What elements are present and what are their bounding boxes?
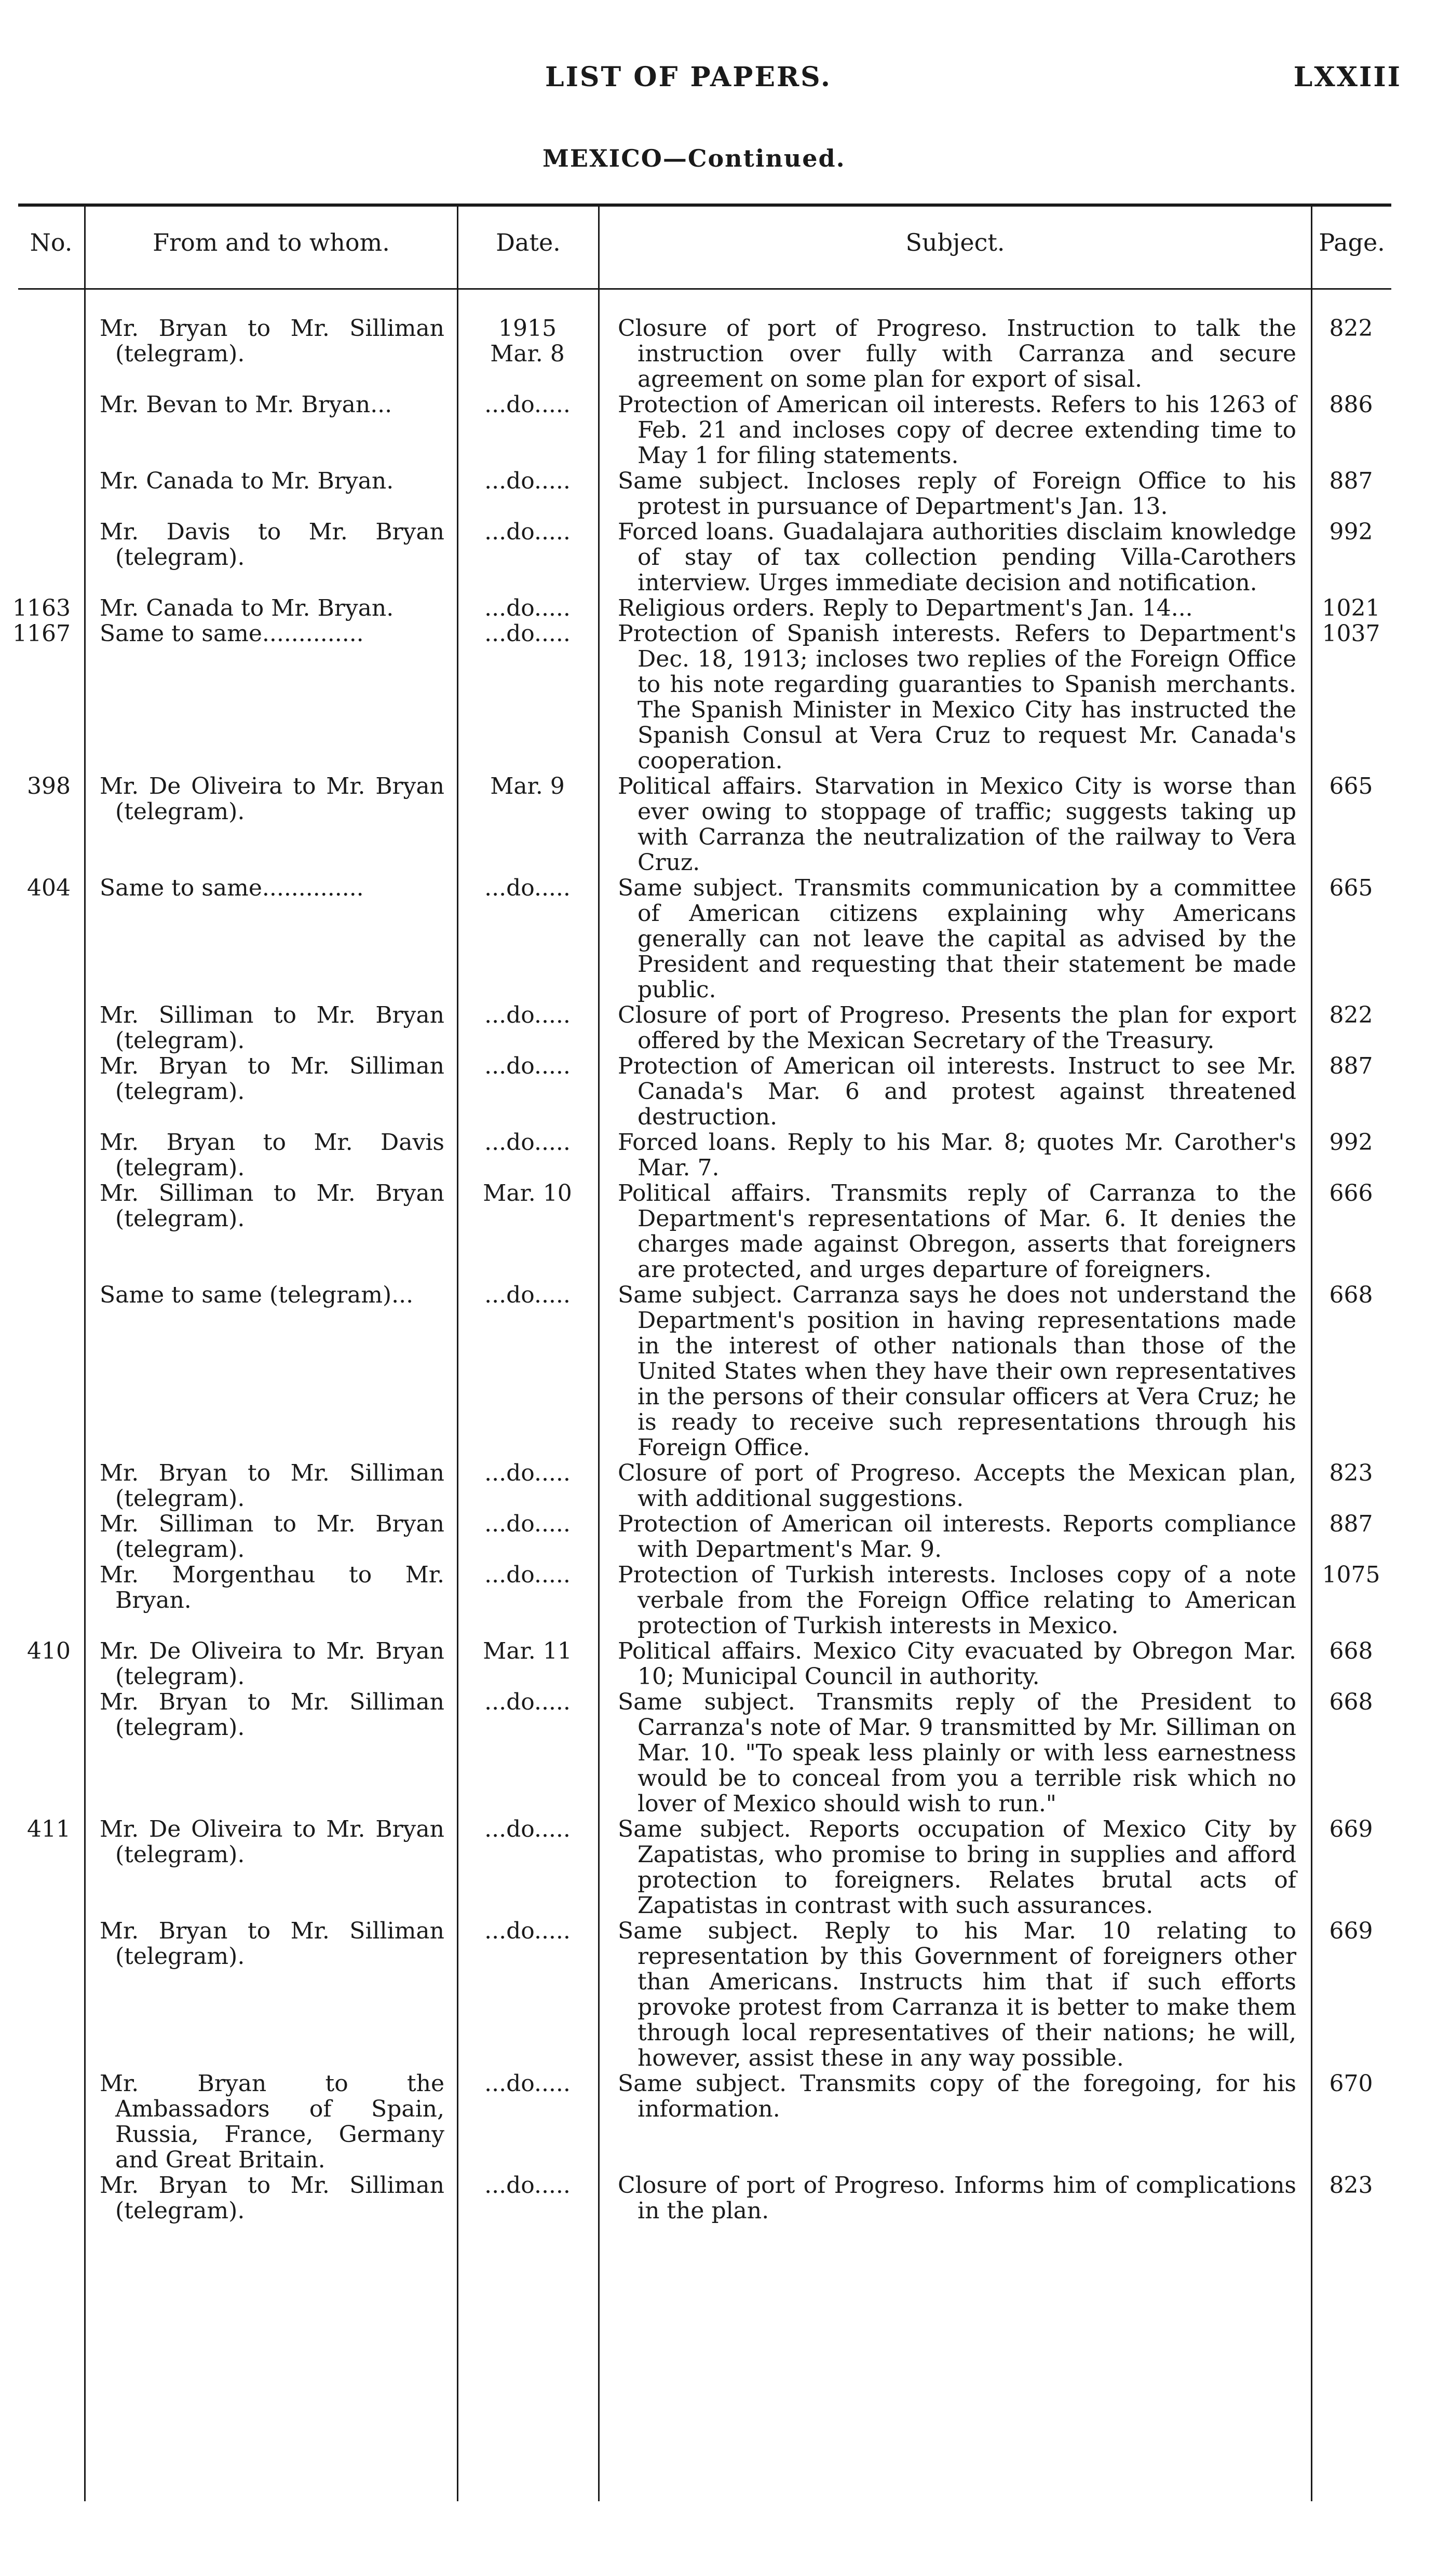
paper-subject: Closure of port of Progreso. Instruction to talk the instruction over fully with Carranza and secure agreement on some plan for export of sisal. — [618, 315, 1296, 392]
page-reference: 668 — [1329, 1638, 1373, 1664]
paper-date — [457, 1130, 598, 1181]
paper-date-value: Mar. 9 — [490, 773, 565, 799]
paper-date — [457, 1816, 598, 1918]
running-title: LIST OF PAPERS. — [545, 61, 832, 93]
paper-number — [0, 1689, 84, 1816]
paper-date-value: ...do..... — [484, 595, 571, 621]
paper-date-value: ...do..... — [484, 519, 571, 545]
page-reference: 822 — [1329, 1002, 1373, 1028]
from-and-to-whom: Mr. Bevan to Mr. Bryan... — [100, 391, 392, 418]
paper-date — [457, 1511, 598, 1562]
column-header-no: No. — [30, 228, 73, 256]
table-row — [0, 1816, 1451, 1918]
paper-date-value: ...do..... — [484, 468, 571, 494]
from-and-to-whom: Mr. Bryan to the Ambassadors of Spain, Russia, France, Germany and Great Britain. — [100, 2070, 444, 2173]
paper-date-value: ...do..... — [484, 2172, 571, 2199]
paper-number: 411 — [27, 1816, 71, 1842]
page-number: LXXIII — [1293, 61, 1402, 93]
column-header-page: Page. — [1319, 228, 1385, 256]
from-and-to-whom: Mr. Bryan to Mr. Silliman (telegram). — [100, 2172, 444, 2224]
table-row — [0, 392, 1451, 468]
paper-number — [0, 468, 84, 519]
paper-date-value: Mar. 8 — [490, 341, 565, 367]
page-reference: 992 — [1329, 1129, 1373, 1156]
paper-number: 1163 — [12, 595, 71, 621]
table-row — [0, 1181, 1451, 1282]
paper-date — [457, 875, 598, 1002]
paper-date-value: ...do..... — [484, 1002, 571, 1028]
paper-number: 398 — [27, 773, 71, 799]
paper-date — [457, 468, 598, 519]
paper-number — [0, 1511, 84, 1562]
table-row — [0, 1918, 1451, 2071]
papers-table-body — [0, 316, 1451, 2224]
page-reference: 668 — [1329, 1282, 1373, 1308]
table-row — [0, 1511, 1451, 1562]
page-reference: 887 — [1329, 1053, 1373, 1079]
column-header-date: Date. — [496, 228, 561, 256]
table-row — [0, 621, 1451, 774]
page-reference: 823 — [1329, 2172, 1373, 2199]
from-and-to-whom: Same to same (telegram)... — [100, 1282, 414, 1308]
paper-date — [457, 1460, 598, 1511]
page-reference: 1021 — [1322, 595, 1380, 621]
paper-number — [0, 2173, 84, 2224]
from-and-to-whom: Mr. De Oliveira to Mr. Bryan (telegram). — [100, 1816, 444, 1868]
paper-subject: Same subject. Incloses reply of Foreign Office to his protest in pursuance of Department's Jan. 13. — [618, 468, 1296, 520]
paper-date — [457, 1181, 598, 1282]
paper-number — [0, 1460, 84, 1511]
paper-date-value: ...do..... — [484, 1282, 571, 1308]
page-reference: 670 — [1329, 2070, 1373, 2097]
page-reference: 666 — [1329, 1180, 1373, 1206]
column-header-subject: Subject. — [905, 228, 1005, 256]
paper-date-value: ...do..... — [484, 620, 571, 647]
paper-subject: Protection of Turkish interests. Incloses copy of a note verbale from the Foreign Office relating to American protection of Turkish interests in Mexico. — [618, 1562, 1296, 1639]
paper-date-value: ...do..... — [484, 1918, 571, 1944]
paper-date-value: Mar. 11 — [483, 1638, 572, 1664]
table-row — [0, 1689, 1451, 1816]
page-reference: 668 — [1329, 1689, 1373, 1715]
table-row — [0, 595, 1451, 621]
paper-date — [457, 519, 598, 595]
paper-number — [0, 1053, 84, 1130]
table-row — [0, 1638, 1451, 1689]
paper-date — [457, 1562, 598, 1638]
table-row — [0, 875, 1451, 1002]
from-and-to-whom: Mr. Davis to Mr. Bryan (telegram). — [100, 519, 444, 571]
page-reference: 665 — [1329, 875, 1373, 901]
page-reference: 669 — [1329, 1918, 1373, 1944]
paper-date — [457, 1689, 598, 1816]
paper-date-value: ...do..... — [484, 1816, 571, 1842]
paper-subject: Protection of American oil interests. Instruct to see Mr. Canada's Mar. 6 and protest against threatened destruction. — [618, 1053, 1296, 1130]
paper-subject: Political affairs. Starvation in Mexico City is worse than ever owing to stoppage of traffic; suggests taking up with Carranza the neutralization of the railway to Vera Cruz. — [618, 773, 1296, 876]
table-row — [0, 1130, 1451, 1181]
table-header-rule — [18, 288, 1391, 290]
from-and-to-whom: Same to same.............. — [100, 875, 364, 901]
paper-date — [457, 1918, 598, 2071]
paper-date-value: ...do..... — [484, 1129, 571, 1156]
page-reference: 665 — [1329, 773, 1373, 799]
paper-subject: Closure of port of Progreso. Informs him of complications in the plan. — [618, 2172, 1296, 2224]
paper-number — [0, 1282, 84, 1460]
page-reference: 1075 — [1322, 1562, 1380, 1588]
from-and-to-whom: Mr. Silliman to Mr. Bryan (telegram). — [100, 1002, 444, 1054]
from-and-to-whom: Mr. Bryan to Mr. Silliman (telegram). — [100, 1053, 444, 1105]
table-row — [0, 1460, 1451, 1511]
paper-date — [457, 621, 598, 774]
paper-date — [457, 774, 598, 875]
page-reference: 1037 — [1322, 620, 1380, 647]
from-and-to-whom: Same to same.............. — [100, 620, 364, 647]
paper-number — [0, 1562, 84, 1638]
paper-subject: Same subject. Reply to his Mar. 10 relating to representation by this Government of foreigners other than Americans. Instructs him that if such efforts provoke protest from Carranza it is better to make them through local representatives of their nations; he will, however, assist these in any way possible. — [618, 1918, 1296, 2071]
paper-date-value: ...do..... — [484, 2070, 571, 2097]
from-and-to-whom: Mr. Bryan to Mr. Davis (telegram). — [100, 1129, 444, 1181]
table-row — [0, 1002, 1451, 1053]
paper-date — [457, 392, 598, 468]
paper-subject: Same subject. Transmits reply of the President to Carranza's note of Mar. 9 transmitted by Mr. Silliman on Mar. 10. "To speak less plainly or with less earnestness would be to conceal from you a terrible risk which no lover of Mexico should wish to run." — [618, 1689, 1296, 1817]
paper-number — [0, 519, 84, 595]
table-row — [0, 774, 1451, 875]
paper-subject: Same subject. Carranza says he does not understand the Department's position in having representations made in the interest of other nationals than those of the United States when they have their own representatives in the persons of their consular officers at Vera Cruz; he is ready to receive such representations through his Foreign Office. — [618, 1282, 1296, 1461]
page-reference: 886 — [1329, 391, 1373, 418]
paper-subject: Same subject. Reports occupation of Mexico City by Zapatistas, who promise to bring in supplies and afford protection to foreigners. Relates brutal acts of Zapatistas in contrast with such assurances. — [618, 1816, 1296, 1919]
paper-number — [0, 1918, 84, 2071]
page-reference: 887 — [1329, 468, 1373, 494]
paper-subject: Same subject. Transmits communication by a committee of American citizens explaining why Americans generally can not leave the capital as advised by the President and requesting that their statement be made public. — [618, 875, 1296, 1003]
table-top-rule — [18, 204, 1391, 207]
paper-date-value: ...do..... — [484, 1460, 571, 1486]
table-row — [0, 316, 1451, 392]
table-row — [0, 2173, 1451, 2224]
from-and-to-whom: Mr. De Oliveira to Mr. Bryan (telegram). — [100, 1638, 444, 1690]
from-and-to-whom: Mr. Canada to Mr. Bryan. — [100, 595, 394, 621]
paper-subject: Religious orders. Reply to Department's Jan. 14... — [618, 595, 1193, 621]
paper-subject: Forced loans. Guadalajara authorities disclaim knowledge of stay of tax collection pending Villa-Carothers interview. Urges immediate decision and notification. — [618, 519, 1296, 596]
paper-date — [457, 316, 598, 392]
paper-subject: Protection of American oil interests. Refers to his 1263 of Feb. 21 and incloses copy of decree extending time to May 1 for filing statements. — [618, 391, 1296, 469]
page-reference: 887 — [1329, 1511, 1373, 1537]
paper-date-value: ...do..... — [484, 1511, 571, 1537]
from-and-to-whom: Mr. Canada to Mr. Bryan. — [100, 468, 394, 494]
paper-number — [0, 316, 84, 392]
paper-date-value: ...do..... — [484, 391, 571, 418]
paper-date — [457, 595, 598, 621]
paper-subject: Forced loans. Reply to his Mar. 8; quotes Mr. Carother's Mar. 7. — [618, 1129, 1296, 1181]
table-row — [0, 1282, 1451, 1460]
paper-subject: Political affairs. Transmits reply of Carranza to the Department's representations of Mar. 6. It denies the charges made against Obregon, asserts that foreigners are protected, and urges departure of foreigners. — [618, 1180, 1296, 1283]
from-and-to-whom: Mr. Silliman to Mr. Bryan (telegram). — [100, 1180, 444, 1232]
from-and-to-whom: Mr. Bryan to Mr. Silliman (telegram). — [100, 1689, 444, 1741]
from-and-to-whom: Mr. Bryan to Mr. Silliman (telegram). — [100, 1460, 444, 1512]
paper-date — [457, 2071, 598, 2173]
paper-date-value: Mar. 10 — [483, 1180, 572, 1206]
paper-date — [457, 2173, 598, 2224]
page-reference: 992 — [1329, 519, 1373, 545]
page-reference: 669 — [1329, 1816, 1373, 1842]
paper-number — [0, 2071, 84, 2173]
paper-number — [0, 1181, 84, 1282]
from-and-to-whom: Mr. Bryan to Mr. Silliman (telegram). — [100, 1918, 444, 1970]
paper-number — [0, 392, 84, 468]
paper-subject: Same subject. Transmits copy of the foregoing, for his information. — [618, 2070, 1296, 2122]
paper-date — [457, 1053, 598, 1130]
table-row — [0, 519, 1451, 595]
paper-date — [457, 1282, 598, 1460]
paper-subject: Political affairs. Mexico City evacuated by Obregon Mar. 10; Municipal Council in authority. — [618, 1638, 1296, 1690]
page-reference: 822 — [1329, 315, 1373, 342]
paper-number — [0, 1002, 84, 1053]
paper-date-value: ...do..... — [484, 875, 571, 901]
paper-date-value: ...do..... — [484, 1689, 571, 1715]
table-row — [0, 2071, 1451, 2173]
column-header-from: From and to whom. — [153, 228, 390, 256]
table-row — [0, 1562, 1451, 1638]
paper-number: 1167 — [12, 620, 71, 647]
paper-subject: Closure of port of Progreso. Accepts the Mexican plan, with additional suggestions. — [618, 1460, 1296, 1512]
paper-date-value: ...do..... — [484, 1562, 571, 1588]
paper-subject: Protection of Spanish interests. Refers to Department's Dec. 18, 1913; incloses two replies of the Foreign Office to his note regarding guaranties to Spanish merchants. The Spanish Minister in Mexico City has instructed the Spanish Consul at Vera Cruz to request Mr. Canada's cooperation. — [618, 620, 1296, 774]
section-title: MEXICO—Continued. — [543, 144, 846, 172]
from-and-to-whom: Mr. Morgenthau to Mr. Bryan. — [100, 1562, 444, 1614]
from-and-to-whom: Mr. Silliman to Mr. Bryan (telegram). — [100, 1511, 444, 1563]
table-row — [0, 1053, 1451, 1130]
paper-year: 1915 — [498, 315, 557, 342]
page-reference: 823 — [1329, 1460, 1373, 1486]
paper-number: 410 — [27, 1638, 71, 1664]
paper-date-value: ...do..... — [484, 1053, 571, 1079]
paper-date — [457, 1638, 598, 1689]
from-and-to-whom: Mr. Bryan to Mr. Silliman (telegram). — [100, 315, 444, 367]
paper-subject: Protection of American oil interests. Reports compliance with Department's Mar. 9. — [618, 1511, 1296, 1563]
paper-number: 404 — [27, 875, 71, 901]
paper-subject: Closure of port of Progreso. Presents the plan for export offered by the Mexican Secretary of the Treasury. — [618, 1002, 1296, 1054]
table-row — [0, 468, 1451, 519]
from-and-to-whom: Mr. De Oliveira to Mr. Bryan (telegram). — [100, 773, 444, 825]
paper-number — [0, 1130, 84, 1181]
paper-date — [457, 1002, 598, 1053]
